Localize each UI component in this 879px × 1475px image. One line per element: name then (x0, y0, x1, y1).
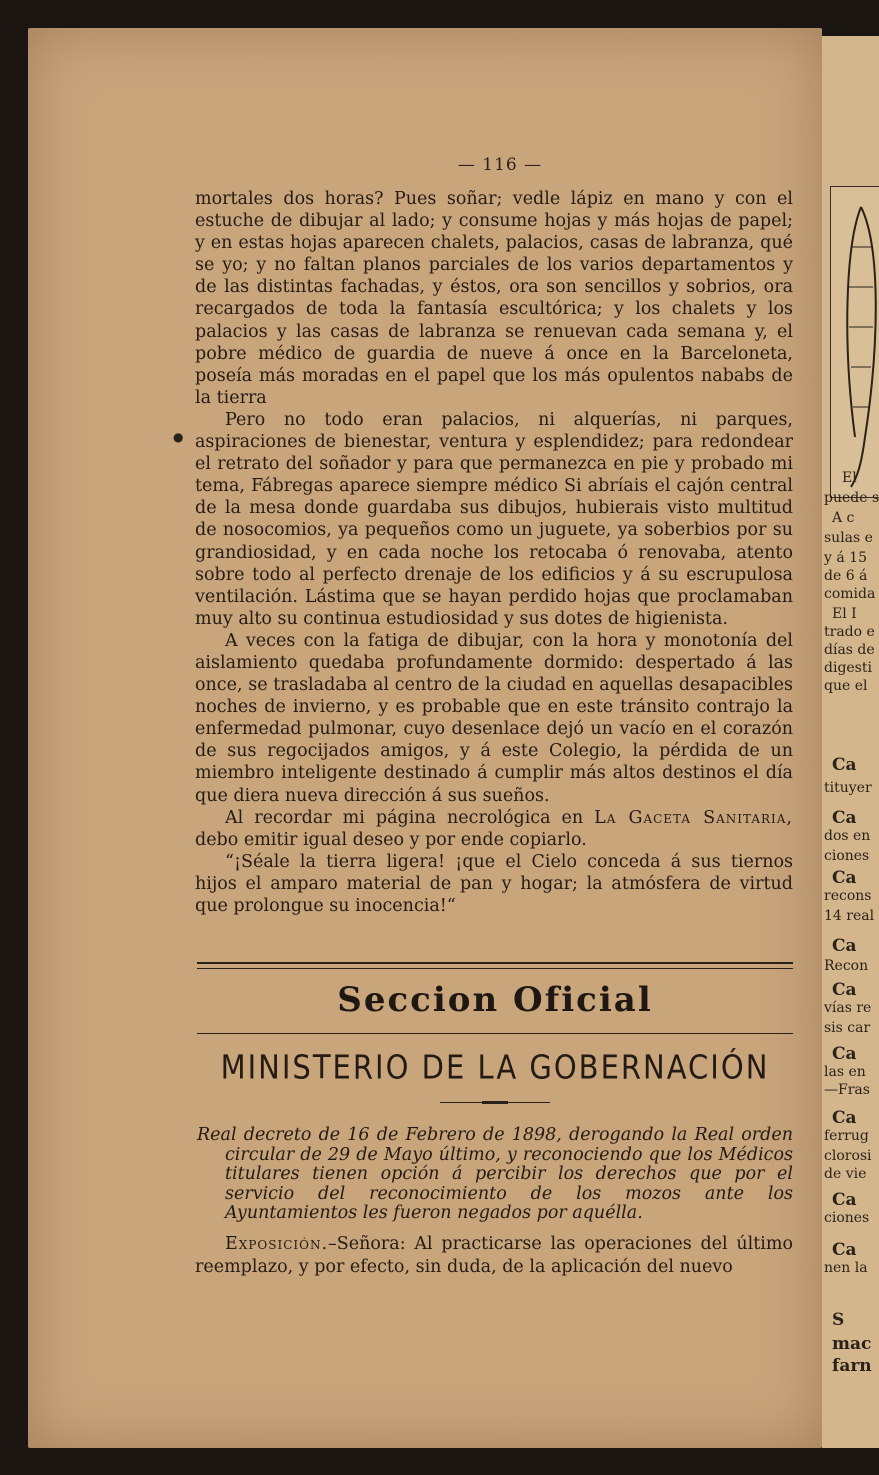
gaceta-before: Al recordar mi página necrológica en (225, 807, 595, 828)
adjacent-fragment: ciones (824, 848, 870, 864)
article-body (195, 188, 793, 917)
adjacent-fragment: El I (832, 606, 857, 622)
exposicion-paragraph (195, 1233, 793, 1279)
adjacent-fragment: Ca (832, 1240, 857, 1260)
adjacent-fragment: farn (832, 1356, 872, 1376)
adjacent-fragment: puede s (824, 490, 879, 506)
section-rule-top (197, 962, 793, 969)
adjacent-fragment: clorosi (824, 1148, 872, 1164)
adjacent-fragment: —Fras (824, 1082, 870, 1098)
paragraph-1: mortales dos horas? Pues soñar; vedle lápiz en mano y con el estuche de dibujar al lado; y consume hojas y más hojas de papel; y en estas hojas aparecen chalets, palacios, casas de labranza, qué se yo; y no faltan planos parciales de los varios departamentos y de las distintas fachadas, y éstos, ora son sencillos y sobrios, ora recargados de toda la fantasía escultórica; y los chalets y los palacios y las casas de labranza se renuevan cada semana y, el pobre médico de guardia de nueve á once en la Barceloneta, poseía más moradas en el papel que los más opulentos nababs de la tierra (195, 189, 793, 408)
exposicion-text: –Señora: Al practicarse las operaciones del último reemplazo, y por efecto, sin duda, de la aplicación del nuevo (195, 1234, 793, 1277)
adjacent-fragment: y á 15 (824, 550, 867, 566)
fish-illustration (830, 186, 879, 498)
adjacent-fragment: de vie (824, 1166, 867, 1182)
adjacent-fragment: Recon (824, 958, 869, 974)
adjacent-fragment: de 6 á (824, 568, 868, 584)
paragraph-3: A veces con la fatiga de dibujar, con la hora y monotonía del aislamiento quedaba profundamente dormido: despertado á las once, se trasladaba al centro de la ciudad en aquellas desapacibles noches de invierno, y es probable que en este tránsito contrajo la enfermedad pulmonar, cuyo desenlace dejó un vacío en el corazón de sus regocijados amigos, y á este Colegio, la pérdida de un miembro inteligente destinado á cumplir más altos destinos el día que diera nueva dirección á sus sueños. (195, 630, 793, 806)
ministry-heading: MINISTERIO DE LA GOBERNACIÓN (220, 1047, 770, 1087)
adjacent-fragment: mac (832, 1334, 872, 1354)
adjacent-fragment: sis car (824, 1020, 871, 1036)
epitaph-quote: “¡Séale la tierra ligera! ¡que el Cielo conceda á sus tiernos hijos el amparo material de pan y hogar; la atmósfera de virtud que prolongue su inocencia!“ (195, 851, 793, 916)
adjacent-fragment: Ca (832, 755, 857, 775)
adjacent-fragment: comida (824, 586, 876, 602)
adjacent-fragment: digesti (824, 660, 872, 676)
adjacent-fragment: días de (824, 642, 875, 658)
page-number: — 116 — (457, 155, 543, 175)
adjacent-page-edge (822, 36, 879, 1448)
adjacent-fragment: recons (824, 888, 872, 904)
adjacent-fragment: Ca (832, 808, 857, 828)
adjacent-fragment: S (832, 1310, 845, 1330)
margin-mark: ● (173, 430, 184, 444)
ornamental-rule (440, 1101, 550, 1105)
adjacent-fragment: ferrug (824, 1128, 869, 1144)
adjacent-fragment: que el (824, 678, 868, 694)
section-title: Seccion Oficial (337, 980, 653, 1020)
adjacent-fragment: El (842, 470, 857, 486)
adjacent-fragment: sulas e (824, 530, 873, 546)
adjacent-fragment: 14 real (824, 908, 875, 924)
adjacent-fragment: Ca (832, 936, 857, 956)
gaceta-after: debo emitir igual deseo y por ende copiarlo. (195, 829, 587, 850)
decree-summary: Real decreto de 16 de Febrero de 1898, derogando la Real orden circular de 29 de Mayo último, y reconociendo que los Médicos titulares tienen opción á percibir los derechos que por el servicio del reconocimiento de los mozos ante los Ayuntamientos les fueron negados por aquélla. (197, 1125, 793, 1223)
adjacent-fragment: dos en (824, 828, 871, 844)
adjacent-fragment: Ca (832, 868, 857, 888)
journal-name: La Gaceta Sanitaria, (594, 807, 793, 828)
exposicion-label: Exposición. (225, 1234, 329, 1254)
adjacent-fragment: ciones (824, 1210, 870, 1226)
paragraph-2: Pero no todo eran palacios, ni alquerías, ni parques, aspiraciones de bienestar, ventura y esplendidez; para redondear el retrato del soñador y para que permanezca en pie y probado mi tema, Fábregas aparece siempre médico Si abríais el cajón central de la mesa donde guardaba sus dibujos, hubierais visto multitud de nosocomios, ya pequeños como un juguete, ya soberbios por su grandiosidad, y en cada noche los retocaba ó renovaba, atento sobre todo al perfecto drenaje de los edificios y á su escrupulosa ventilación. Lástima que se hayan perdido hojas que proclamaban muy alto su continua estudiosidad y sus dotes de higienista. (195, 409, 793, 629)
adjacent-fragment: vías re (824, 1000, 872, 1016)
paragraph-4 (195, 807, 793, 851)
adjacent-fragment: Ca (832, 1108, 857, 1128)
adjacent-fragment: Ca (832, 1190, 857, 1210)
adjacent-fragment: tituyer (824, 780, 872, 796)
adjacent-fragment: Ca (832, 980, 857, 1000)
adjacent-fragment: trado e (824, 624, 875, 640)
adjacent-fragment: las en (824, 1064, 866, 1080)
section-rule-bottom (197, 1033, 793, 1034)
adjacent-fragment: nen la (824, 1260, 868, 1276)
adjacent-fragment: A c (832, 510, 855, 526)
adjacent-fragment: Ca (832, 1044, 857, 1064)
